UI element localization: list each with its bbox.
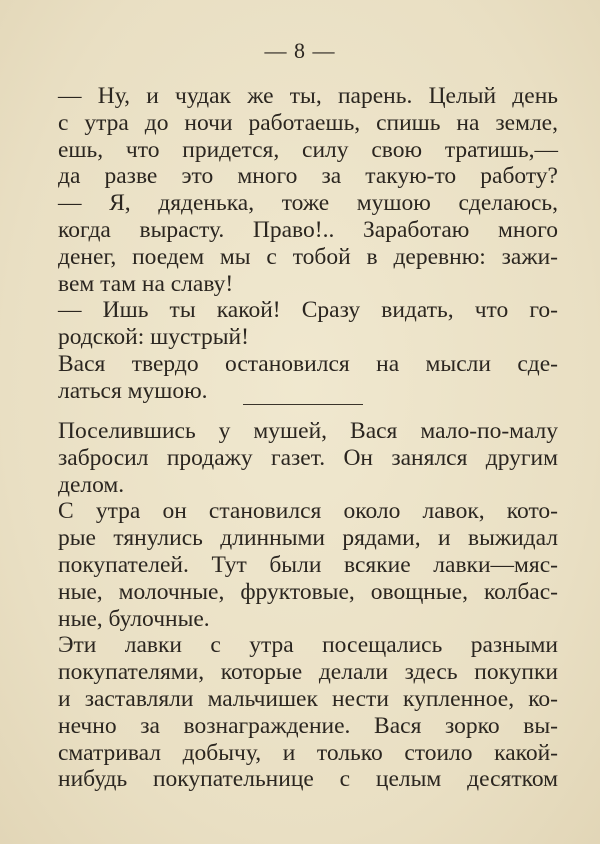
text-line: родской: шустрый! (58, 324, 249, 351)
text-line: покупателей. Тут были всякие лавки—мяс- (58, 551, 558, 578)
text-line: — Я, дяденька, тоже мушою сделаюсь, (58, 190, 558, 217)
text-line: делом. (58, 471, 125, 498)
text-line: латься мушою. (58, 377, 208, 404)
text-line: вем там на славу! (58, 270, 234, 297)
text-line: с утра до ночи работаешь, спишь на земле, (58, 109, 558, 136)
text-line: и заставляли мальчишек нести купленное, ко- (58, 685, 558, 712)
text-line: — Ну, и чудак же ты, парень. Целый день (58, 83, 558, 109)
section-separator (243, 404, 363, 405)
text-line: нечно за вознаграждение. Вася зорко вы- (58, 712, 558, 739)
page-number: — 8 — (264, 38, 336, 63)
text-line: денег, поедем мы с тобой в деревню: зажи- (58, 243, 558, 270)
text-line: забросил продажу газет. Он занялся другим (58, 444, 558, 471)
text-line: покупателями, которые делали здесь покупки (58, 659, 558, 686)
text-line: ные, молочные, фруктовые, овощные, колбас- (58, 578, 558, 605)
text-section-2 (58, 418, 558, 793)
text-line: ешь, что придется, силу свою тратишь,— (58, 136, 558, 163)
text-line: рые тянулись длинными рядами, и выжидал (58, 525, 558, 552)
text-line: Поселившись у мушей, Вася мало-по-малу (58, 418, 558, 444)
text-line: сматривал добычу, и только стоило какой- (58, 739, 558, 766)
text-line: С утра он становился около лавок, кото- (58, 498, 558, 525)
text-line: Эти лавки с утра посещались разными (58, 632, 558, 659)
text-line: Вася твердо остановился на мысли сде- (58, 350, 558, 377)
text-line: — Ишь ты какой! Сразу видать, что го- (58, 297, 558, 324)
text-line: нибудь покупательнице с целым десятком (58, 766, 558, 793)
text-line: когда вырасту. Право!.. Заработаю много (58, 216, 558, 243)
text-line: ные, булочные. (58, 605, 210, 632)
text-line: да разве это много за такую-то работу? (58, 163, 558, 190)
text-section-1 (58, 83, 558, 405)
